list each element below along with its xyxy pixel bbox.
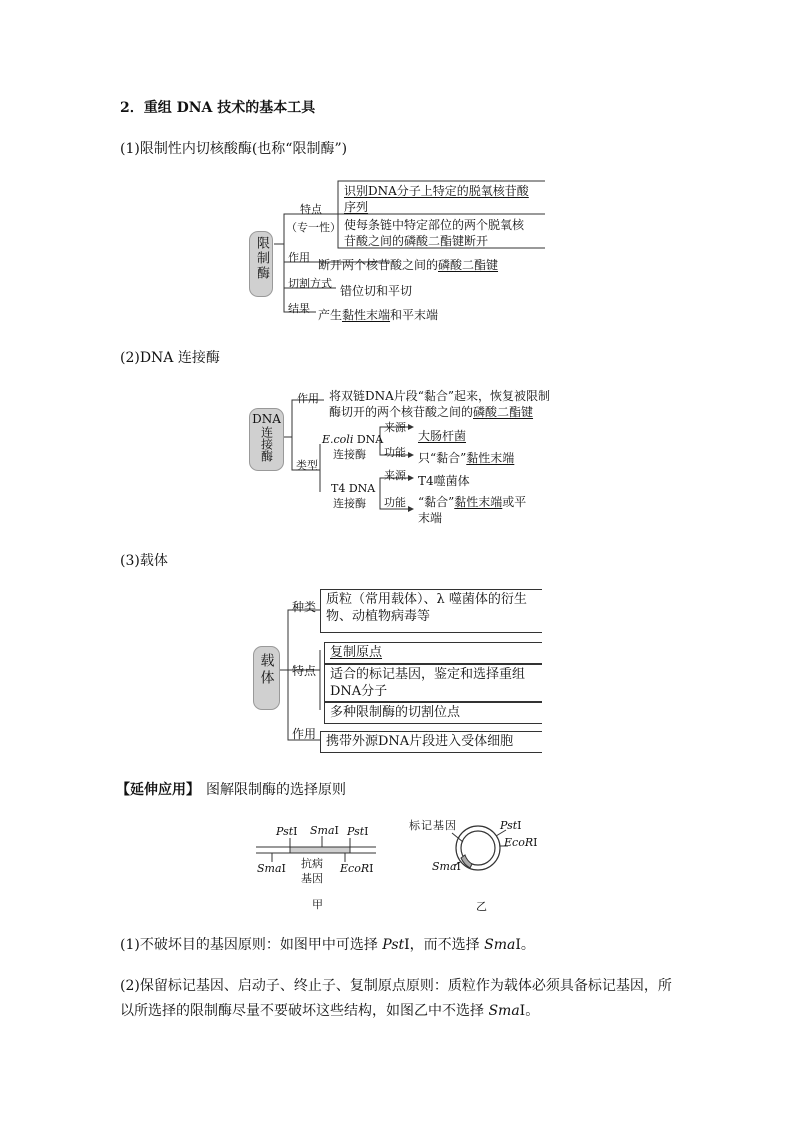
ecoli-ligase-sub: 连接酶 bbox=[333, 448, 366, 461]
yi-sma: SmaⅠ bbox=[432, 860, 461, 873]
cut-mode-text: 错位切和平切 bbox=[340, 284, 413, 298]
jia-sma-bottom: SmaⅠ bbox=[257, 862, 286, 875]
t4-function: “黏合”黏性末端或平 末端 bbox=[418, 495, 527, 525]
vector-feature-2: 适合的标记基因，鉴定和选择重组 DNA分子 bbox=[324, 664, 542, 702]
part3-heading: (3)载体 bbox=[120, 553, 168, 569]
function-text: 断开两个核苷酸之间的磷酸二酯键 bbox=[318, 258, 499, 272]
section-title: 2．重组 DNA 技术的基本工具 bbox=[120, 100, 316, 116]
function-label: 作用 bbox=[288, 251, 310, 264]
ecoli-source: 大肠杆菌 bbox=[418, 429, 467, 443]
result-label: 结果 bbox=[288, 302, 310, 315]
jia-gene-label: 抗病 基因 bbox=[301, 857, 323, 885]
extend-heading: 【延伸应用】 图解限制酶的选择原则 bbox=[116, 782, 346, 798]
principle-2-line1: (2)保留标记基因、启动子、终止子、复制原点原则：质粒作为载体必须具备标记基因，所 bbox=[120, 978, 672, 994]
specificity-label: （专一性） bbox=[286, 221, 341, 234]
jia-ecor: EcoRⅠ bbox=[340, 862, 374, 875]
ligase-function-label: 作用 bbox=[297, 392, 319, 405]
feature-label: 特点 bbox=[300, 203, 322, 216]
jia-pst-left: PstⅠ bbox=[276, 825, 298, 838]
ecoli-source-label: 来源 bbox=[384, 421, 406, 434]
jia-caption: 甲 bbox=[312, 898, 323, 911]
vector-feature-3: 多种限制酶的切割位点 bbox=[324, 702, 542, 724]
ligase-root: DNA 连接酶 bbox=[249, 408, 284, 471]
vector-root: 载体 bbox=[253, 646, 280, 710]
feature-2: 使每条链中特定部位的两个脱氧核 苷酸之间的磷酸二酯键断开 bbox=[344, 218, 525, 248]
vector-feature-1: 复制原点 bbox=[324, 642, 542, 664]
cut-mode-label: 切割方式 bbox=[288, 277, 332, 290]
vector-kind-box: 质粒（常用载体）、λ 噬菌体的衍生 物、动植物病毒等 bbox=[320, 589, 542, 633]
t4-function-label: 功能 bbox=[384, 496, 406, 509]
jia-pst-right: PstⅠ bbox=[347, 825, 369, 838]
vector-function-label: 作用 bbox=[292, 727, 317, 741]
t4-ligase-sub: 连接酶 bbox=[333, 497, 366, 510]
ligase-function-text: 将双链DNA片段“黏合”起来，恢复被限制 酶切开的两个核苷酸之间的磷酸二酯键 bbox=[329, 389, 551, 419]
principle-1: (1)不破坏目的基因原则：如图甲中可选择 PstⅠ，而不选择 SmaⅠ。 bbox=[120, 937, 535, 953]
vector-function-box: 携带外源DNA片段进入受体细胞 bbox=[320, 731, 542, 753]
result-text: 产生黏性末端和平末端 bbox=[318, 308, 439, 322]
jia-sma-top: SmaⅠ bbox=[310, 824, 339, 837]
part1-heading: (1)限制性内切核酸酶(也称“限制酶”) bbox=[120, 141, 348, 157]
restriction-enzyme-root: 限制酶 bbox=[249, 231, 273, 297]
yi-ecor: EcoRⅠ bbox=[504, 836, 538, 849]
t4-source: T4噬菌体 bbox=[418, 474, 470, 488]
ligase-type-label: 类型 bbox=[296, 459, 318, 472]
yi-marker-gene: 标记基因 bbox=[409, 819, 457, 832]
principle-2-line2: 以所选择的限制酶尽量不要破坏这些结构，如图乙中不选择 SmaⅠ。 bbox=[120, 1003, 540, 1019]
yi-pst: PstⅠ bbox=[500, 819, 522, 832]
feature-1: 识别DNA分子上特定的脱氧核苷酸 序列 bbox=[344, 184, 529, 214]
yi-caption: 乙 bbox=[476, 900, 487, 913]
t4-ligase-name: T4 DNA bbox=[331, 482, 376, 495]
ecoli-function: 只“黏合”黏性末端 bbox=[418, 451, 515, 465]
ecoli-ligase-name: E.coli DNA bbox=[322, 433, 384, 446]
part2-heading: (2)DNA 连接酶 bbox=[120, 350, 220, 366]
ecoli-function-label: 功能 bbox=[384, 446, 406, 459]
t4-source-label: 来源 bbox=[384, 469, 406, 482]
vector-feature-label: 特点 bbox=[292, 664, 317, 678]
vector-kind-label: 种类 bbox=[292, 600, 317, 614]
